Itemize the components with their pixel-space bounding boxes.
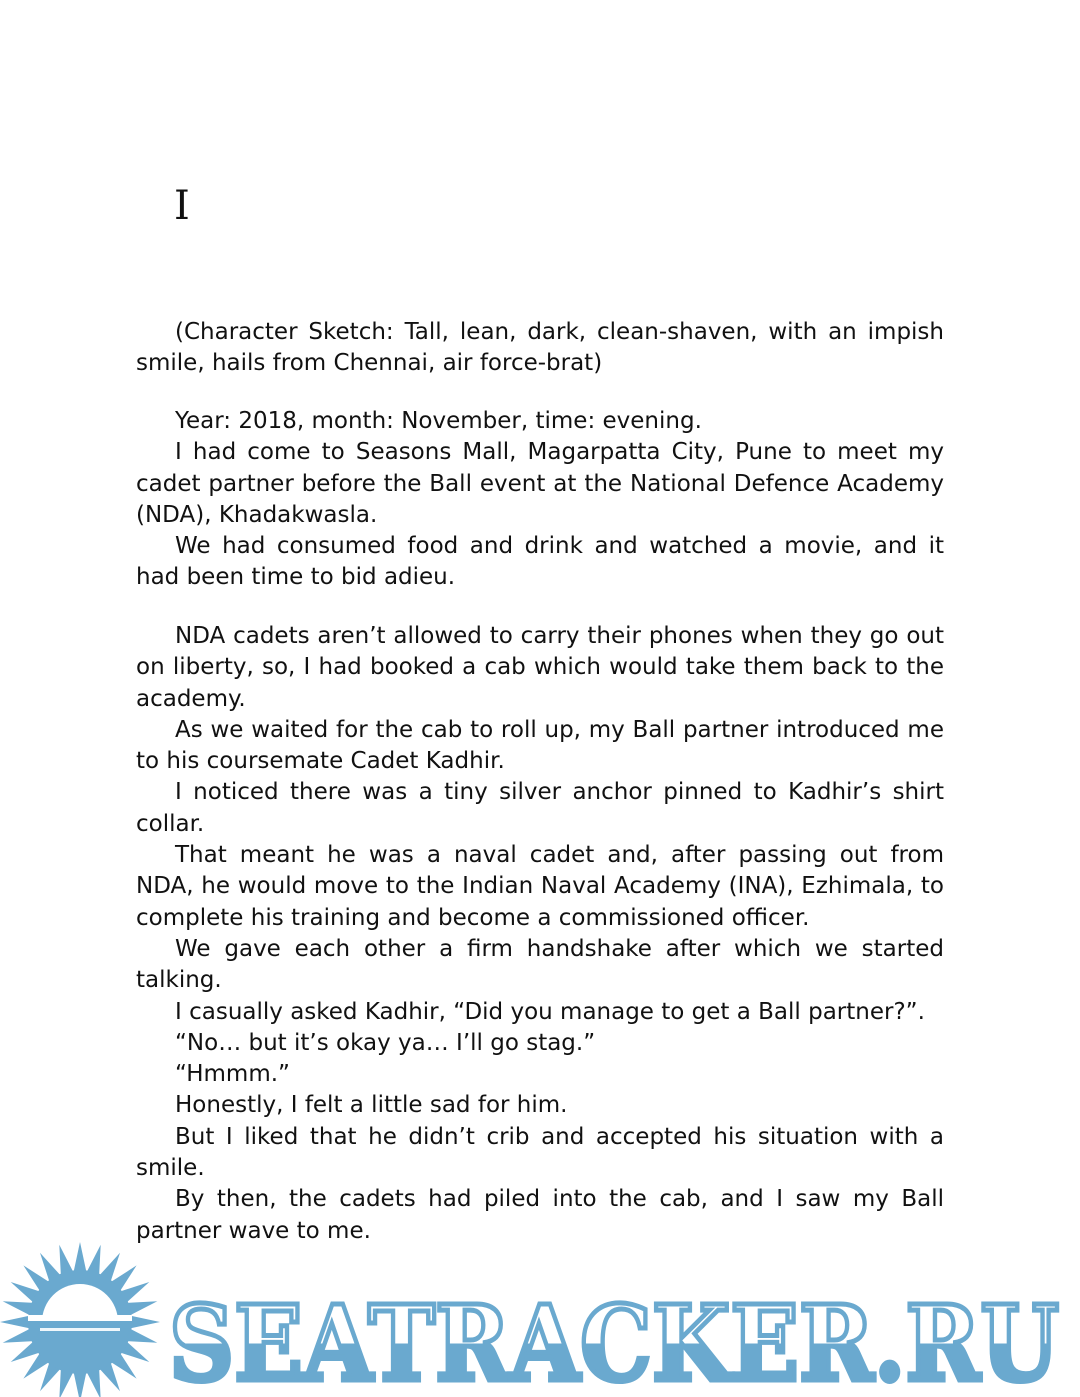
narrative-block: [136, 621, 944, 1247]
scene-setting-block: [136, 406, 944, 594]
paragraph: Year: 2018, month: November, time: evening.: [175, 408, 702, 434]
paragraph: “Hmmm.”: [175, 1061, 290, 1088]
chapter-number: I: [174, 183, 190, 229]
paragraph: “No… but it’s okay ya… I’ll go stag.”: [175, 1029, 596, 1056]
paragraph: That meant he was a naval cadet and, after passing out from NDA, he would move to the Indian Naval Academy (INA), Ezhimala, to complete his training and become a commissioned officer.: [136, 842, 944, 931]
paragraph: We gave each other a firm handshake after which we started talking.: [136, 935, 944, 994]
paragraph: But I liked that he didn’t crib and accepted his situation with a smile.: [136, 1123, 944, 1182]
paragraph: We had consumed food and drink and watched a movie, and it had been time to bid adieu.: [136, 533, 944, 591]
sun-icon: [0, 1242, 160, 1397]
watermark: [0, 1238, 1080, 1397]
paragraph: I casually asked Kadhir, “Did you manage to get a Ball partner?”.: [175, 998, 925, 1025]
paragraph: By then, the cadets had piled into the cab, and I saw my Ball partner wave to me.: [136, 1186, 944, 1244]
paragraph: I had come to Seasons Mall, Magarpatta City, Pune to meet my cadet partner before the Ball event at the National Defence Academy (NDA), Khadakwasla.: [136, 439, 944, 528]
watermark-text: SEATRACKER.RU: [169, 1282, 1059, 1397]
paragraph: (Character Sketch: Tall, lean, dark, clean-shaven, with an impish smile, hails from Chennai, air force-brat): [136, 319, 944, 377]
paragraph: I noticed there was a tiny silver anchor pinned to Kadhir’s shirt collar.: [136, 779, 944, 837]
character-sketch-block: [136, 317, 944, 380]
paragraph: As we waited for the cab to roll up, my Ball partner introduced me to his coursemate Cadet Kadhir.: [136, 716, 944, 775]
paragraph: NDA cadets aren’t allowed to carry their phones when they go out on liberty, so, I had booked a cab which would take them back to the academy.: [136, 623, 944, 712]
paragraph: Honestly, I felt a little sad for him.: [175, 1092, 568, 1119]
